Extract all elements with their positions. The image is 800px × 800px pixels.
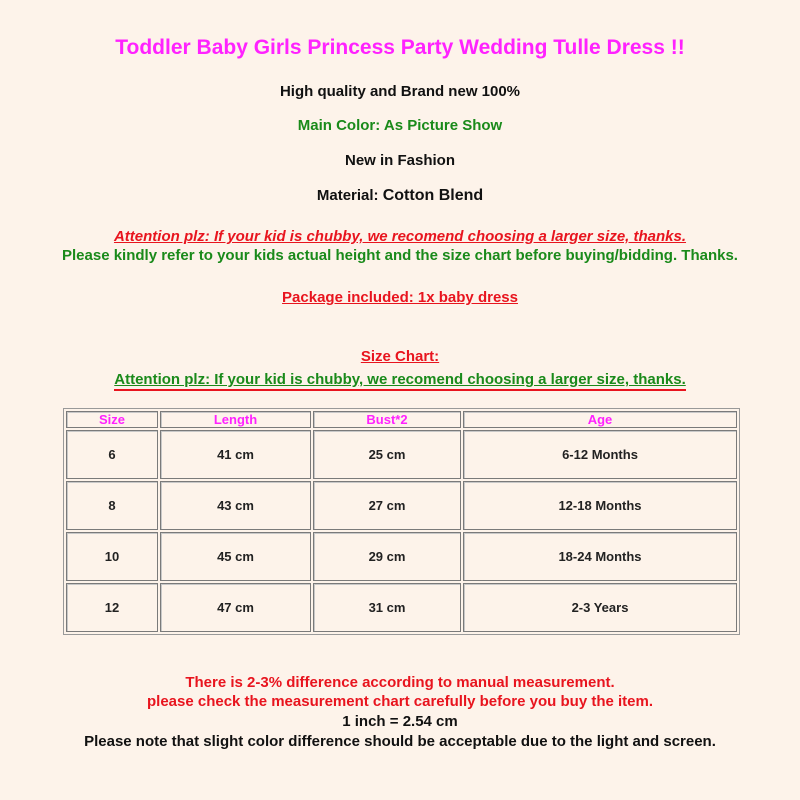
- size-chart-attention-line: [0, 371, 800, 391]
- package-note: Package included: 1x baby dress: [282, 289, 518, 306]
- cell-size: 12: [66, 583, 158, 632]
- cell-bust: 31 cm: [313, 583, 461, 632]
- cell-age: 18-24 Months: [463, 532, 737, 581]
- size-table: [63, 408, 740, 635]
- material-label: Material:: [316, 187, 379, 204]
- cell-size: 6: [66, 430, 158, 479]
- size-chart-attention: Attention plz: If your kid is chubby, we recomend choosing a larger size, thanks.: [114, 371, 686, 391]
- difference-note: There is 2-3% difference according to manual measurement.: [185, 674, 615, 691]
- page-title: Toddler Baby Girls Princess Party Wedding Tulle Dress !!: [115, 36, 685, 59]
- cell-age: 2-3 Years: [463, 583, 737, 632]
- color-difference-note: Please note that slight color difference should be acceptable due to the light and screen.: [84, 733, 716, 750]
- refer-note: Please kindly refer to your kids actual height and the size chart before buying/bidding. Thanks.: [62, 247, 738, 264]
- cell-length: 47 cm: [160, 583, 311, 632]
- cell-size: 10: [66, 532, 158, 581]
- cell-bust: 29 cm: [313, 532, 461, 581]
- cell-bust: 25 cm: [313, 430, 461, 479]
- header-age: Age: [463, 411, 737, 428]
- inch-conversion: 1 inch = 2.54 cm: [342, 713, 458, 730]
- cell-length: 45 cm: [160, 532, 311, 581]
- header-bust: Bust*2: [313, 411, 461, 428]
- size-chart-label: Size Chart:: [360, 348, 440, 365]
- table-row: [66, 583, 737, 632]
- table-row: [66, 430, 737, 479]
- header-size: Size: [66, 411, 158, 428]
- table-row: [66, 481, 737, 530]
- cell-age: 12-18 Months: [463, 481, 737, 530]
- attention-note: Attention plz: If your kid is chubby, we recomend choosing a larger size, thanks.: [113, 228, 687, 245]
- cell-bust: 27 cm: [313, 481, 461, 530]
- cell-size: 8: [66, 481, 158, 530]
- main-color-line: Main Color: As Picture Show: [297, 117, 503, 134]
- header-length: Length: [160, 411, 311, 428]
- table-row: [66, 532, 737, 581]
- cell-length: 43 cm: [160, 481, 311, 530]
- table-header-row: [66, 411, 737, 428]
- quality-line: High quality and Brand new 100%: [279, 83, 521, 100]
- material-line: [0, 187, 800, 205]
- cell-age: 6-12 Months: [463, 430, 737, 479]
- cell-length: 41 cm: [160, 430, 311, 479]
- material-value: Cotton Blend: [382, 187, 484, 204]
- fashion-line: New in Fashion: [344, 152, 455, 169]
- check-note: please check the measurement chart carefully before you buy the item.: [146, 693, 653, 710]
